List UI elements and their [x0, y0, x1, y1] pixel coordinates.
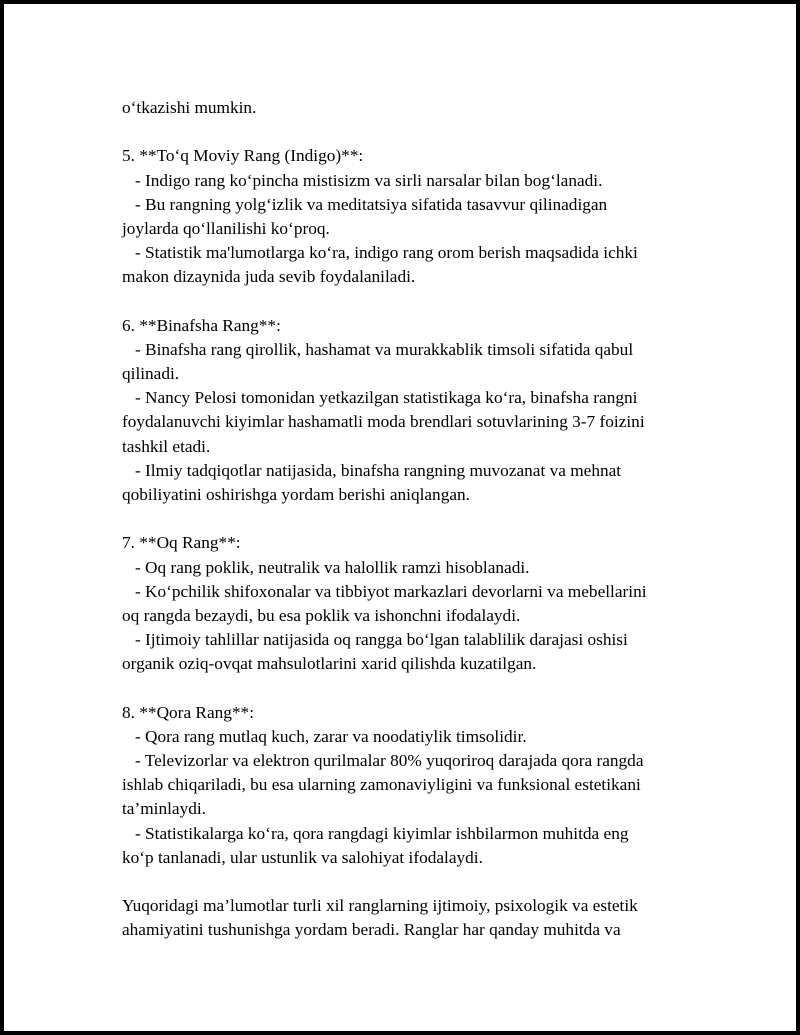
paragraph-line: - Nancy Pelosi tomonidan yetkazilgan statistikaga ko‘ra, binafsha rangni — [122, 388, 638, 408]
paragraph-line: organik oziq-ovqat mahsulotlarini xarid qilishda kuzatilgan. — [122, 654, 537, 674]
conclusion-paragraph — [122, 894, 682, 942]
paragraph-line: - Indigo rang ko‘pincha mistisizm va sirli narsalar bilan bog‘lanadi. — [122, 170, 603, 190]
blank-line — [122, 870, 682, 894]
section-qora — [122, 701, 682, 870]
paragraph-line: ko‘p tanlanadi, ular ustunlik va salohiyat ifodalaydi. — [122, 847, 483, 867]
section-heading: 7. **Oq Rang**: — [122, 533, 241, 553]
section-binafsha — [122, 314, 682, 508]
blank-line — [122, 507, 682, 531]
paragraph-line: - Binafsha rang qirollik, hashamat va murakkablik timsoli sifatida qabul — [122, 339, 634, 359]
paragraph-line: o‘tkazishi mumkin. — [122, 98, 257, 117]
section-oq — [122, 531, 682, 676]
paragraph-line: oq rangda bezaydi, bu esa poklik va ishonchni ifodalaydi. — [122, 605, 521, 625]
paragraph-line: ahamiyatini tushunishga yordam beradi. Ranglar har qanday muhitda va — [122, 920, 621, 940]
blank-line — [122, 290, 682, 314]
paragraph-line: ta’minlaydi. — [122, 799, 206, 819]
blank-line — [122, 120, 682, 144]
paragraph-line: - Ko‘pchilik shifoxonalar va tibbiyot markazlari devorlarni va mebellarini — [122, 581, 647, 601]
paragraph-line: - Qora rang mutlaq kuch, zarar va noodatiylik timsolidir. — [122, 726, 527, 746]
paragraph-line: ishlab chiqariladi, bu esa ularning zamonaviyligini va funksional estetikani — [122, 775, 641, 795]
section-heading: 6. **Binafsha Rang**: — [122, 315, 281, 335]
paragraph-line: - Ilmiy tadqiqotlar natijasida, binafsha rangning muvozanat va mehnat — [122, 460, 622, 480]
section-heading: 8. **Qora Rang**: — [122, 702, 254, 722]
paragraph-line: Yuqoridagi ma’lumotlar turli xil ranglarning ijtimoiy, psixologik va estetik — [122, 896, 638, 916]
paragraph-line: foydalanuvchi kiyimlar hashamatli moda brendlari sotuvlarining 3-7 foizini — [122, 412, 645, 432]
paragraph-line: qilinadi. — [122, 364, 180, 384]
blank-line — [122, 677, 682, 701]
paragraph-line: qobiliyatini oshirishga yordam berishi aniqlangan. — [122, 485, 470, 504]
section-heading: 5. **To‘q Moviy Rang (Indigo)**: — [122, 146, 364, 166]
paragraph-line: - Statistik ma'lumotlarga ko‘ra, indigo rang orom berish maqsadida ichki — [122, 243, 638, 263]
document-body — [122, 96, 682, 943]
paragraph-line: - Televizorlar va elektron qurilmalar 80% yuqoriroq darajada qora rangda — [122, 751, 644, 771]
paragraph-line: joylarda qo‘llanilishi ko‘proq. — [122, 218, 330, 238]
paragraph-line: tashkil etadi. — [122, 436, 211, 456]
section-indigo — [122, 144, 682, 289]
paragraph-line: - Statistikalarga ko‘ra, qora rangdagi kiyimlar ishbilarmon muhitda eng — [122, 823, 629, 843]
paragraph-line: - Ijtimoiy tahlillar natijasida oq rangga bo‘lgan talablilik darajasi oshisi — [122, 630, 628, 650]
paragraph-line: - Bu rangning yolg‘izlik va meditatsiya sifatida tasavvur qilinadigan — [122, 194, 608, 214]
paragraph-line: - Oq rang poklik, neutralik va halollik ramzi hisoblanadi. — [122, 557, 530, 577]
paragraph-line: makon dizaynida juda sevib foydalaniladi. — [122, 267, 416, 287]
